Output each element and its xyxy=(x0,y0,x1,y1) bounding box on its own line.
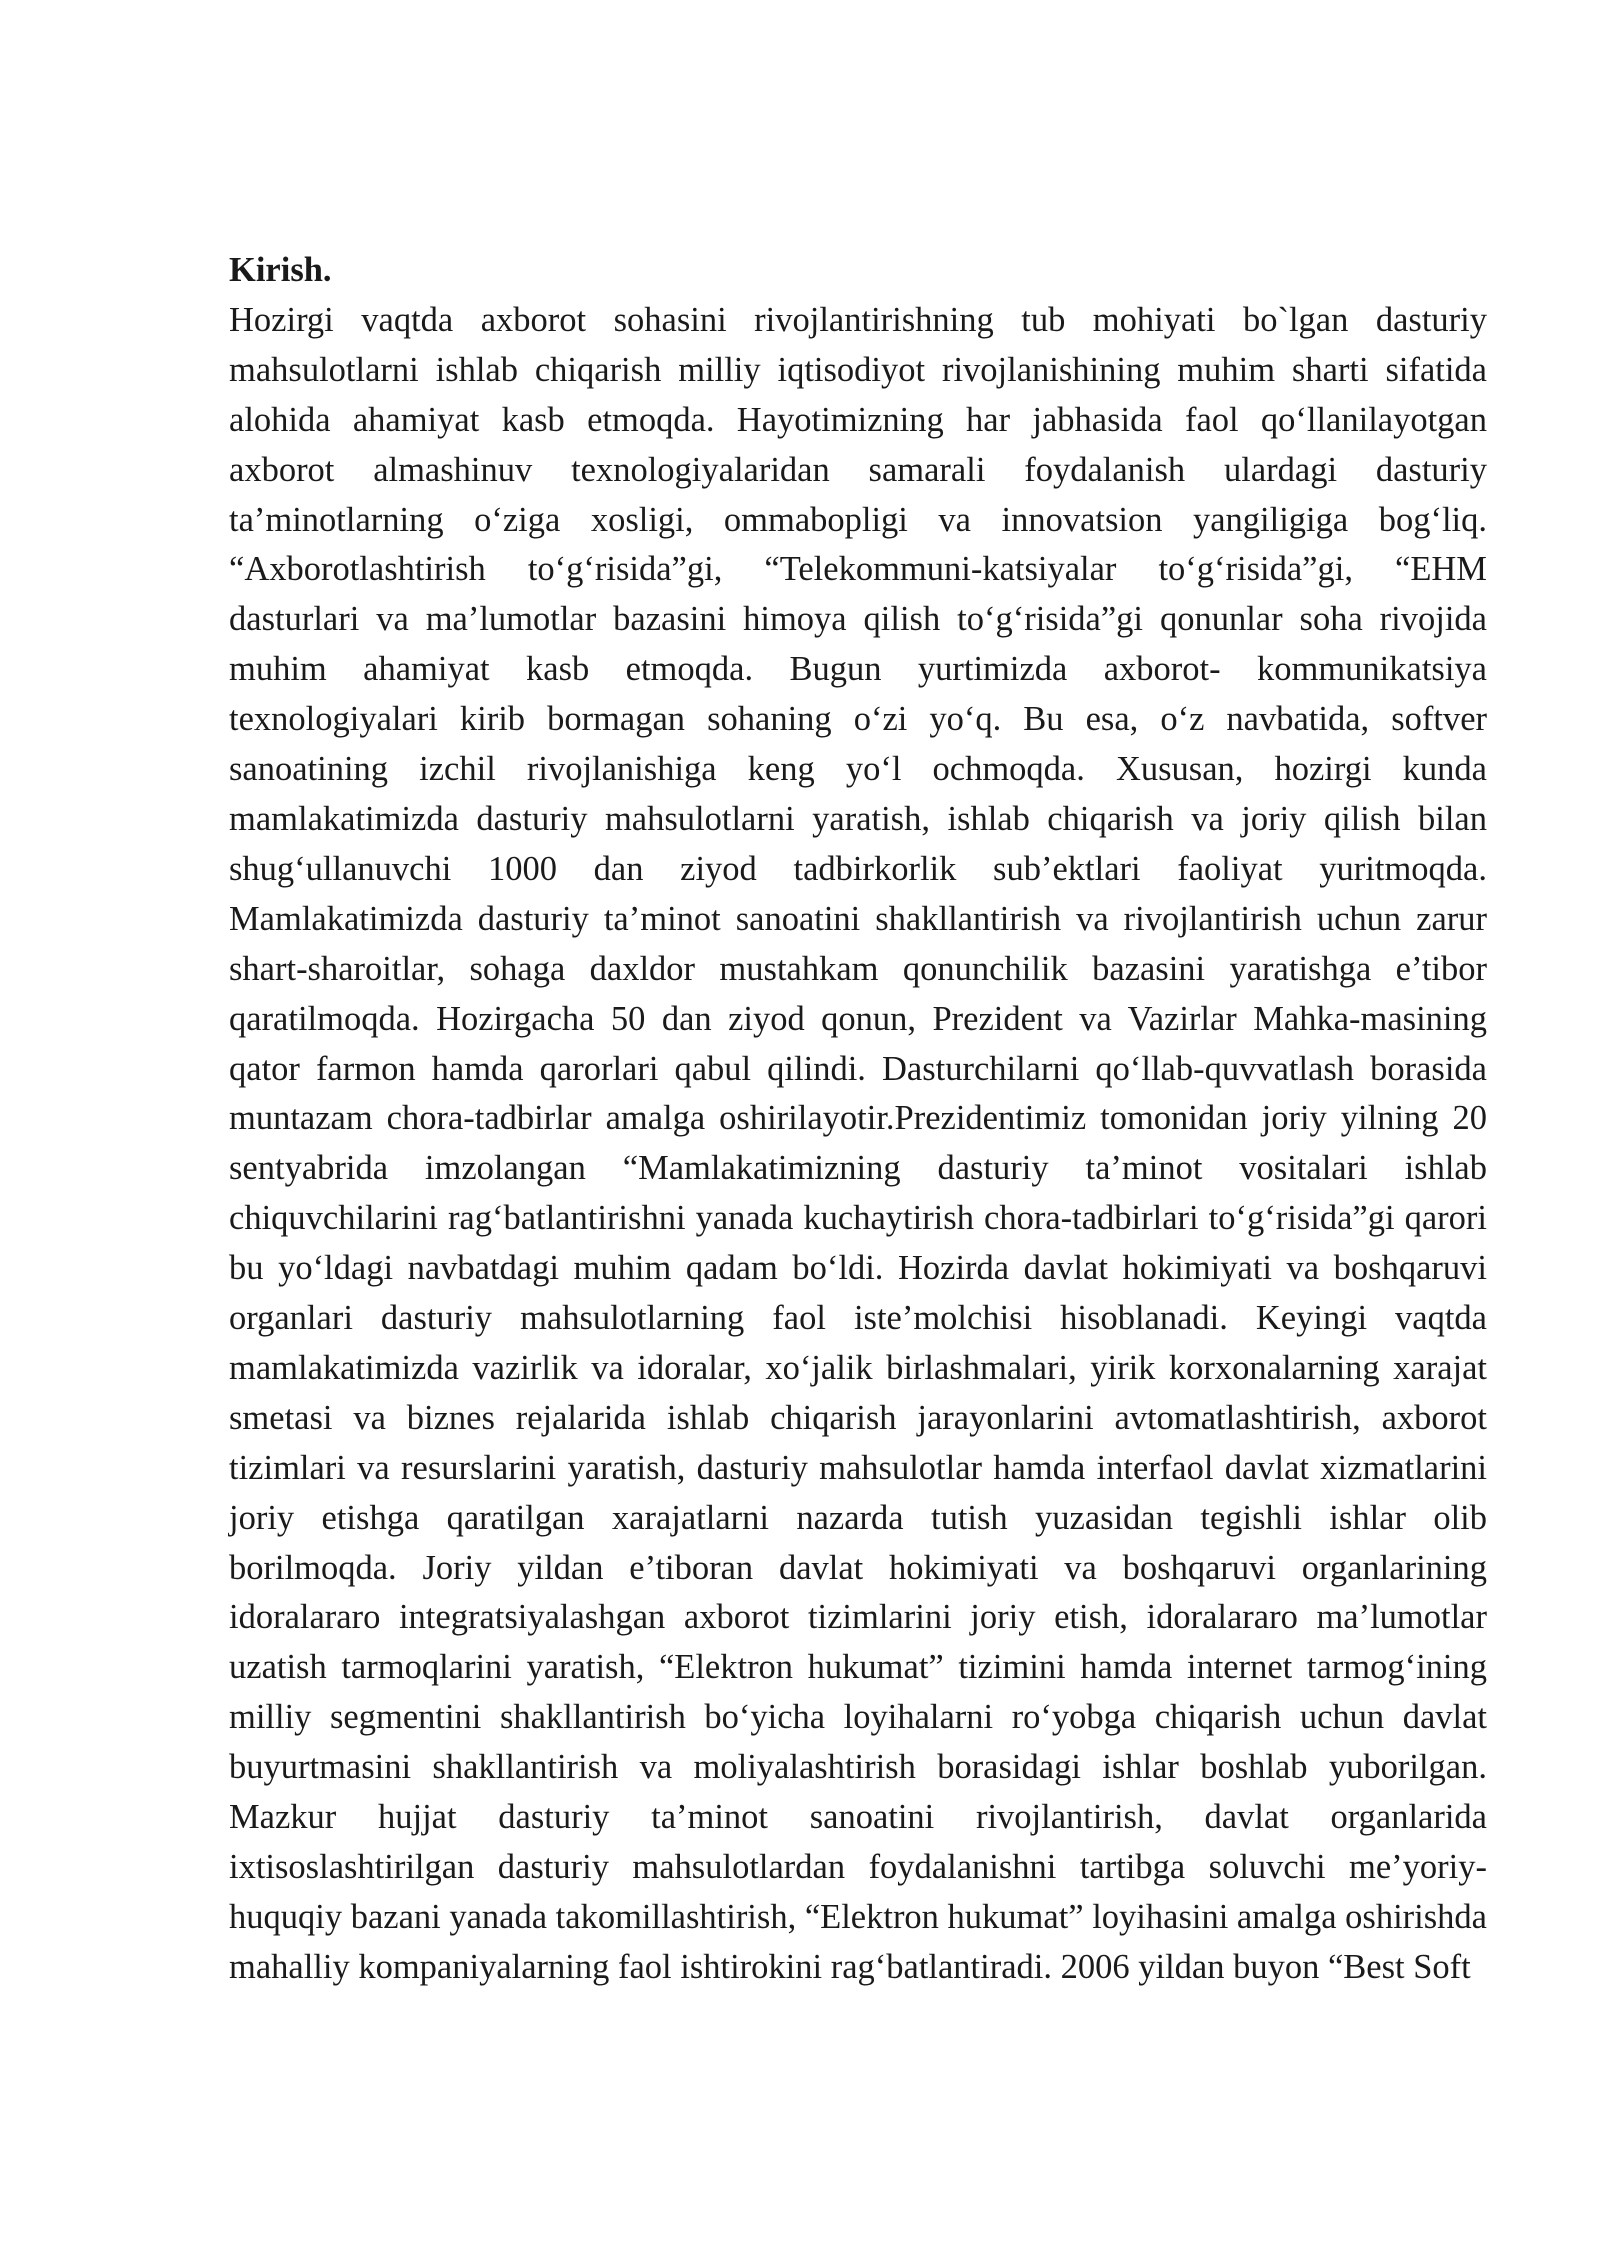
body-paragraph: Hozirgi vaqtda axborot sohasini rivojlantirishning tub mohiyati bo`lgan dasturiy mahsulotlarni ishlab chiqarish milliy iqtisodiyot rivojlanishining muhim sharti sifatida alohida ahamiyat kasb etmoqda. Hayotimizning har jabhasida faol qo‘llanilayotgan axborot almashinuv texnologiyalaridan samarali foydalanish ulardagi dasturiy ta’minotlarning o‘ziga xosligi, ommabopligi va innovatsion yangiligiga bog‘liq. “Axborotlashtirish to‘g‘risida”gi, “Telekommuni-katsiyalar to‘g‘risida”gi, “EHM dasturlari va ma’lumotlar bazasini himoya qilish to‘g‘risida”gi qonunlar soha rivojida muhim ahamiyat kasb etmoqda. Bugun yurtimizda axborot- kommunikatsiya texnologiyalari kirib bormagan sohaning o‘zi yo‘q. Bu esa, o‘z navbatida, softver sanoatining izchil rivojlanishiga keng yo‘l ochmoqda. Xususan, hozirgi kunda mamlakatimizda dasturiy mahsulotlarni yaratish, ishlab chiqarish va joriy qilish bilan shug‘ullanuvchi 1000 dan ziyod tadbirkorlik sub’ektlari faoliyat yuritmoqda. Mamlakatimizda dasturiy ta’minot sanoatini shakllantirish va rivojlantirish uchun zarur shart-sharoitlar, sohaga daxldor mustahkam qonunchilik bazasini yaratishga e’tibor qaratilmoqda. Hozirgacha 50 dan ziyod qonun, Prezident va Vazirlar Mahka-masining qator farmon hamda qarorlari qabul qilindi. Dasturchilarni qo‘llab-quvvatlash borasida muntazam chora-tadbirlar amalga oshirilayotir.Prezidentimiz tomonidan joriy yilning 20 sentyabrida imzolangan “Mamlakatimizning dasturiy ta’minot vositalari ishlab chiquvchilarini rag‘batlantirishni yanada kuchaytirish chora-tadbirlari to‘g‘risida”gi qarori bu yo‘ldagi navbatdagi muhim qadam bo‘ldi. Hozirda davlat hokimiyati va boshqaruvi organlari dasturiy mahsulotlarning faol iste’molchisi hisoblanadi. Keyingi vaqtda mamlakatimizda vazirlik va idoralar, xo‘jalik birlashmalari, yirik korxonalarning xarajat smetasi va biznes rejalarida ishlab chiqarish jarayonlarini avtomatlashtirish, axborot tizimlari va resurslarini yaratish, dasturiy mahsulotlar hamda interfaol davlat xizmatlarini joriy etishga qaratilgan xarajatlarni nazarda tutish yuzasidan tegishli ishlar olib borilmoqda. Joriy yildan e’tiboran davlat hokimiyati va boshqaruvi organlarining idoralararo integratsiyalashgan axborot tizimlarini joriy etish, idoralararo ma’lumotlar uzatish tarmoqlarini yaratish, “Elektron hukumat” tizimini hamda internet tarmog‘ining milliy segmentini shakllantirish bo‘yicha loyihalarni ro‘yobga chiqarish uchun davlat buyurtmasini shakllantirish va moliyalashtirish borasidagi ishlar boshlab yuborilgan. Mazkur hujjat dasturiy ta’minot sanoatini rivojlantirish, davlat organlarida ixtisoslashtirilgan dasturiy mahsulotlardan foydalanishni tartibga soluvchi me’yoriy-huquqiy bazani yanada takomillashtirish, “Elektron hukumat” loyihasini amalga oshirishda mahalliy kompaniyalarning faol ishtirokini rag‘batlantiradi. 2006 yildan buyon “Best Soft xyxy=(229,300,1487,1986)
section-heading: Kirish. xyxy=(229,251,332,289)
document-content xyxy=(229,246,1487,1993)
